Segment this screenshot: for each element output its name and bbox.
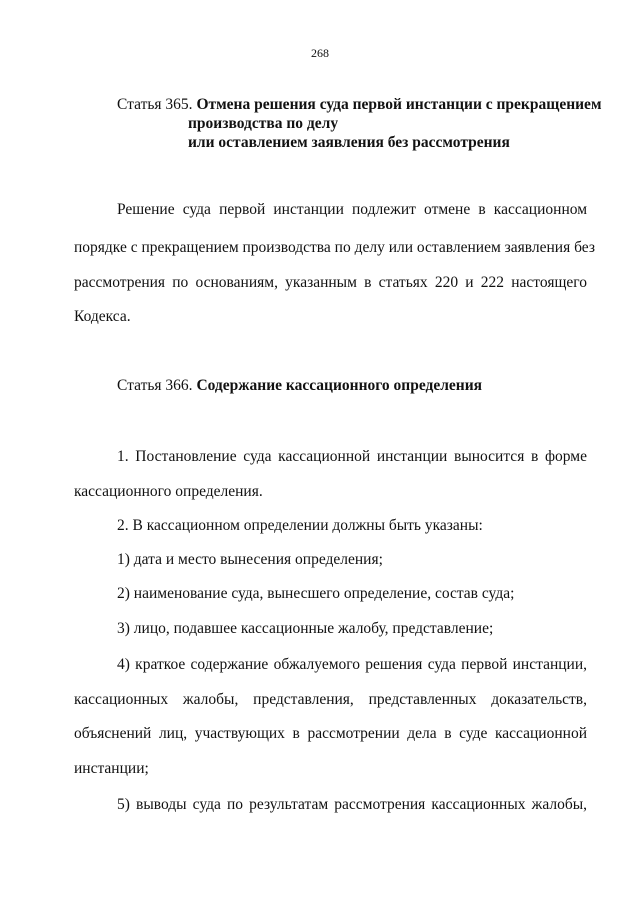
article-366-paragraph-line: объяснений лиц, участвующих в рассмотрении дела в суде кассационной: [74, 725, 587, 742]
article-365-heading: [117, 95, 602, 151]
article-365-number: Статья 365.: [117, 96, 193, 113]
article-365-paragraph-line: Решение суда первой инстанции подлежит отмене в кассационном: [117, 201, 587, 218]
article-365-paragraph-line: Кодекса.: [74, 308, 131, 325]
article-366-paragraph-line: 2. В кассационном определении должны быть указаны:: [117, 517, 483, 534]
article-365-title-line3: или оставлением заявления без рассмотрения: [188, 134, 510, 151]
article-366-list-item: 2) наименование суда, вынесшего определение, состав суда;: [117, 585, 515, 602]
article-366-list-item: 1) дата и место вынесения определения;: [117, 551, 383, 568]
article-365-title-line1: Отмена решения суда первой инстанции с прекращением: [196, 96, 602, 113]
article-366-paragraph-line: 1. Постановление суда кассационной инстанции выносится в форме: [117, 448, 587, 465]
page-number: 268: [311, 46, 329, 60]
article-366-list-item: 3) лицо, подавшее кассационные жалобу, представление;: [117, 620, 494, 637]
article-366-paragraph-line: кассационных жалобы, представления, представленных доказательств,: [74, 691, 587, 708]
article-366-heading: [117, 376, 482, 395]
article-366-title: Содержание кассационного определения: [196, 377, 483, 394]
article-365-paragraph-line: порядке с прекращением производства по делу или оставлением заявления без: [74, 239, 595, 256]
article-366-paragraph-line: инстанции;: [74, 760, 149, 777]
article-365-paragraph-line: рассмотрения по основаниям, указанным в статьях 220 и 222 настоящего: [74, 274, 587, 291]
article-366-number: Статья 366.: [117, 377, 193, 394]
article-366-list-item: 4) краткое содержание обжалуемого решения суда первой инстанции,: [117, 656, 587, 673]
article-366-paragraph-line: кассационного определения.: [74, 483, 263, 500]
article-366-list-item: 5) выводы суда по результатам рассмотрения кассационных жалобы,: [117, 796, 587, 813]
article-365-title-line2: производства по делу: [188, 115, 339, 132]
